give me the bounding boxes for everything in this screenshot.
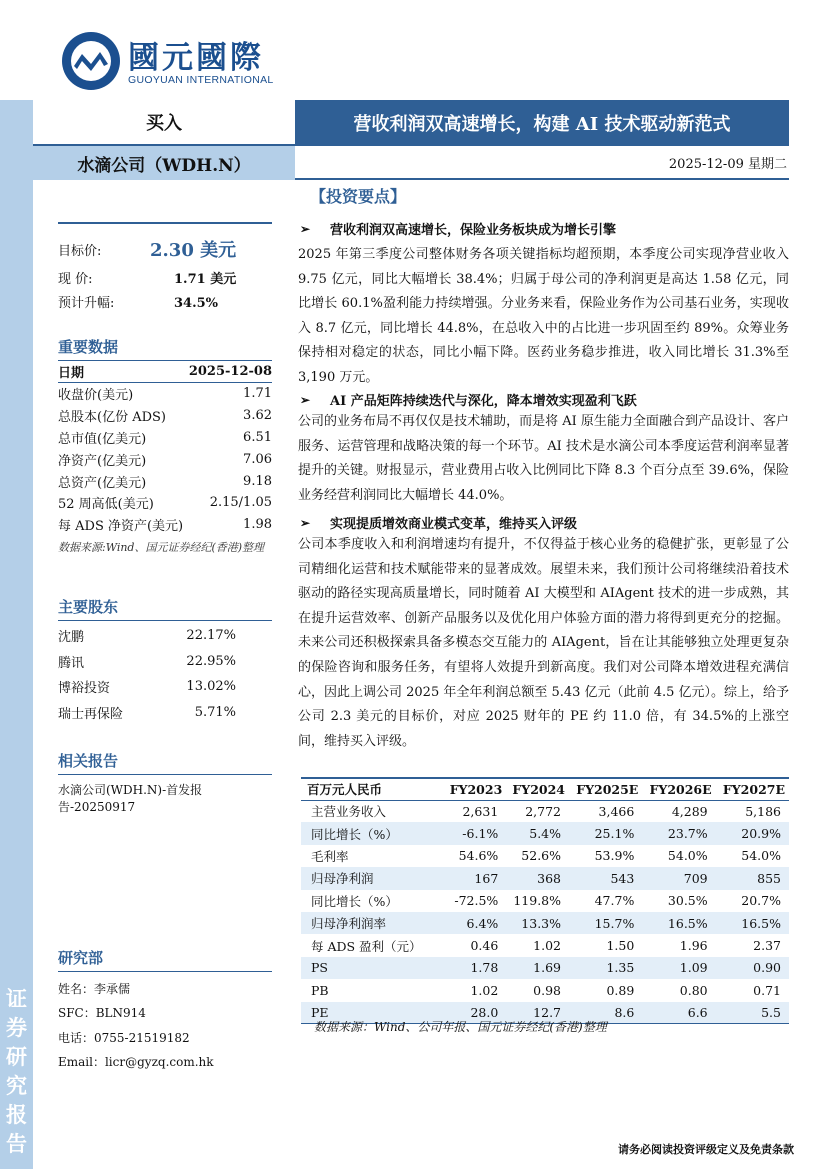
shareholder-row: 沈鹏 22.17% bbox=[58, 628, 236, 646]
table-row: 主营业务收入 2,631 2,772 3,466 4,289 5,186 bbox=[311, 803, 781, 820]
analyst-sfc: SFC：BLN914 bbox=[58, 1006, 146, 1021]
key-data-source: 数据来源:Wind、国元证券经纪(香港)整理 bbox=[58, 540, 265, 554]
company-logo bbox=[60, 30, 290, 94]
highlight-body-3: 公司本季度收入和利润增速均有提升，不仅得益于核心业务的稳健扩张，更彰显了公司精细化运营和技术赋能带来的显著成效。展望未来，我们预计公司将继续沿着技术驱动的路径实现高质量增长，同时随着 AI 大模型和 AIAgent 技术的进一步成熟，其在提升运营效率、创新产品服务以及优化用户体验方面的潜力将得到更充分的挖掘。未来公司还积极探索具备多模态交互能力的 AIAgent，旨在让其能够独立处理更复杂的保险咨询和服务任务，有望将人效提升到新高度。我们对公司降本增效进程充满信心，因此上调公司 2025 年全年利润总额至 5.43 亿元（此前 4.5 亿元）。综上，给予公司 2.3 美元的目标价，对应 2025 财年的 PE 约 11.0 倍，有 34.5%的上涨空间，维持买入评级。 bbox=[298, 537, 789, 749]
rating-badge: 买入 bbox=[33, 100, 295, 146]
key-data-row: 净资产(亿美元) 7.06 bbox=[58, 451, 272, 469]
highlight-title-2: ➢ AI 产品矩阵持续迭代与深化，降本增效实现盈利飞跃 bbox=[300, 392, 637, 409]
investment-highlights-heading: 【投资要点】 bbox=[310, 187, 407, 206]
related-reports-section bbox=[58, 750, 272, 815]
disclaimer-footer: 请务必阅读投资评级定义及免责条款 bbox=[618, 1143, 794, 1156]
related-report-link[interactable]: 水滴公司(WDH.N)-首发报告-20250917 bbox=[58, 783, 203, 814]
table-row: PE 28.0 12.7 8.6 6.6 5.5 bbox=[301, 1002, 789, 1024]
table-header-row: 百万元人民币 FY2023 FY2024 FY2025E FY2026E FY2027E bbox=[301, 778, 789, 800]
shareholders-title: 主要股东 bbox=[58, 596, 272, 621]
shareholder-row: 腾讯 22.95% bbox=[58, 653, 236, 671]
highlight-title-3: ➢ 实现提质增效商业模式变革，维持买入评级 bbox=[300, 515, 578, 532]
company-name: 水滴公司（WDH.N） bbox=[33, 146, 295, 180]
arrow-bullet-icon: ➢ bbox=[300, 392, 311, 407]
research-title: 研究部 bbox=[58, 947, 272, 972]
related-reports-title: 相关报告 bbox=[58, 750, 272, 775]
key-data-section bbox=[58, 336, 272, 555]
logo-emblem-icon bbox=[60, 30, 122, 92]
key-data-row: 总股本(亿份 ADS) 3.62 bbox=[58, 408, 272, 426]
upside-value: 34.5% bbox=[174, 296, 219, 311]
current-price-row: 现 价: 1.71 美元 bbox=[58, 268, 272, 292]
table-row: 同比增长（%） -72.5% 119.8% 47.7% 30.5% 20.7% bbox=[311, 893, 781, 909]
logo-chinese-name: 國元國際 bbox=[128, 40, 264, 76]
table-row: PS 1.78 1.69 1.35 1.09 0.90 bbox=[301, 957, 789, 979]
key-data-title: 重要数据 bbox=[58, 336, 272, 361]
side-label: 证 券 研 究 报 告 bbox=[6, 986, 27, 1156]
report-title: 营收利润双高速增长，构建 AI 技术驱动新范式 bbox=[295, 100, 789, 146]
key-data-header: 日期 2025-12-08 bbox=[58, 361, 272, 383]
table-row: 毛利率 54.6% 52.6% 53.9% 54.0% 54.0% bbox=[311, 848, 781, 864]
divider bbox=[58, 222, 272, 224]
research-contact-section bbox=[58, 947, 272, 1074]
shareholders-section bbox=[58, 596, 272, 725]
financial-table-source: 数据来源：Wind、公司年报、国元证券经纪(香港)整理 bbox=[314, 1020, 607, 1034]
target-price-value: 2.30 美元 bbox=[150, 240, 237, 261]
highlight-body-1: 2025 年第三季度公司整体财务各项关键指标均超预期，本季度公司实现净营业收入 9.75 亿元，同比大幅增长 38.4%；归属于母公司的净利润更是高达 1.58 亿元，同比增长 60.1%盈利能力持续增强。分业务来看，保险业务作为公司基石业务，实现收入 8.7 亿元，同比增长 44.8%，在总收入中的占比进一步巩固至约 89%。众筹业务保持相对稳定的状态，同比小幅下降。医药业务稳步推进，收入同比增长 31.3%至 3,190 万元。 bbox=[298, 247, 789, 385]
table-row: 同比增长（%） -6.1% 5.4% 25.1% 23.7% 20.9% bbox=[301, 822, 789, 844]
target-price-row: 目标价: 2.30 美元 bbox=[58, 230, 272, 268]
highlight-body-2: 公司的业务布局不再仅仅是技术辅助，而是将 AI 原生能力全面融合到产品设计、客户服务、运营管理和战略决策的每一个环节。AI 技术是水滴公司本季度运营利润率显著提升的关键。财报显示，营业费用占收入比例同比下降 8.3 个百分点至 39.6%，保险业务经营利润同比大幅增长 44.0%。 bbox=[298, 414, 789, 503]
arrow-bullet-icon: ➢ bbox=[300, 515, 311, 530]
table-row: 归母净利润 167 368 543 709 855 bbox=[301, 867, 789, 889]
financial-forecast-table bbox=[301, 777, 789, 1024]
highlight-title-1: ➢ 营收利润双高速增长，保险业务板块成为增长引擎 bbox=[300, 221, 617, 238]
table-row: PB 1.02 0.98 0.89 0.80 0.71 bbox=[311, 982, 781, 998]
shareholder-row: 博裕投资 13.02% bbox=[58, 679, 236, 697]
current-price-value: 1.71 美元 bbox=[174, 272, 237, 287]
side-bar bbox=[0, 100, 33, 1169]
price-summary bbox=[58, 222, 272, 316]
table-row: 每 ADS 盈利（元） 0.46 1.02 1.50 1.96 2.37 bbox=[311, 938, 781, 954]
logo-english-name: GUOYUAN INTERNATIONAL bbox=[128, 74, 274, 86]
upside-row: 预计升幅: 34.5% bbox=[58, 296, 219, 311]
report-date: 2025-12-09 星期二 bbox=[295, 146, 789, 180]
shareholder-row: 瑞士再保险 5.71% bbox=[58, 704, 236, 722]
analyst-phone: 电话：0755-21519182 bbox=[58, 1030, 190, 1045]
key-data-row: 总资产(亿美元) 9.18 bbox=[58, 473, 272, 491]
key-data-row: 52 周高低(美元) 2.15/1.05 bbox=[58, 495, 272, 513]
analyst-name: 姓名：李承儒 bbox=[58, 981, 131, 996]
key-data-row: 收盘价(美元) 1.71 bbox=[58, 386, 272, 404]
key-data-row: 每 ADS 净资产(美元) 1.98 bbox=[58, 517, 272, 535]
analyst-email[interactable]: Email：licr@gyzq.com.hk bbox=[58, 1055, 214, 1070]
table-row: 归母净利润率 6.4% 13.3% 15.7% 16.5% 16.5% bbox=[301, 912, 789, 934]
arrow-bullet-icon: ➢ bbox=[300, 221, 311, 236]
key-data-row: 总市值(亿美元) 6.51 bbox=[58, 429, 272, 447]
